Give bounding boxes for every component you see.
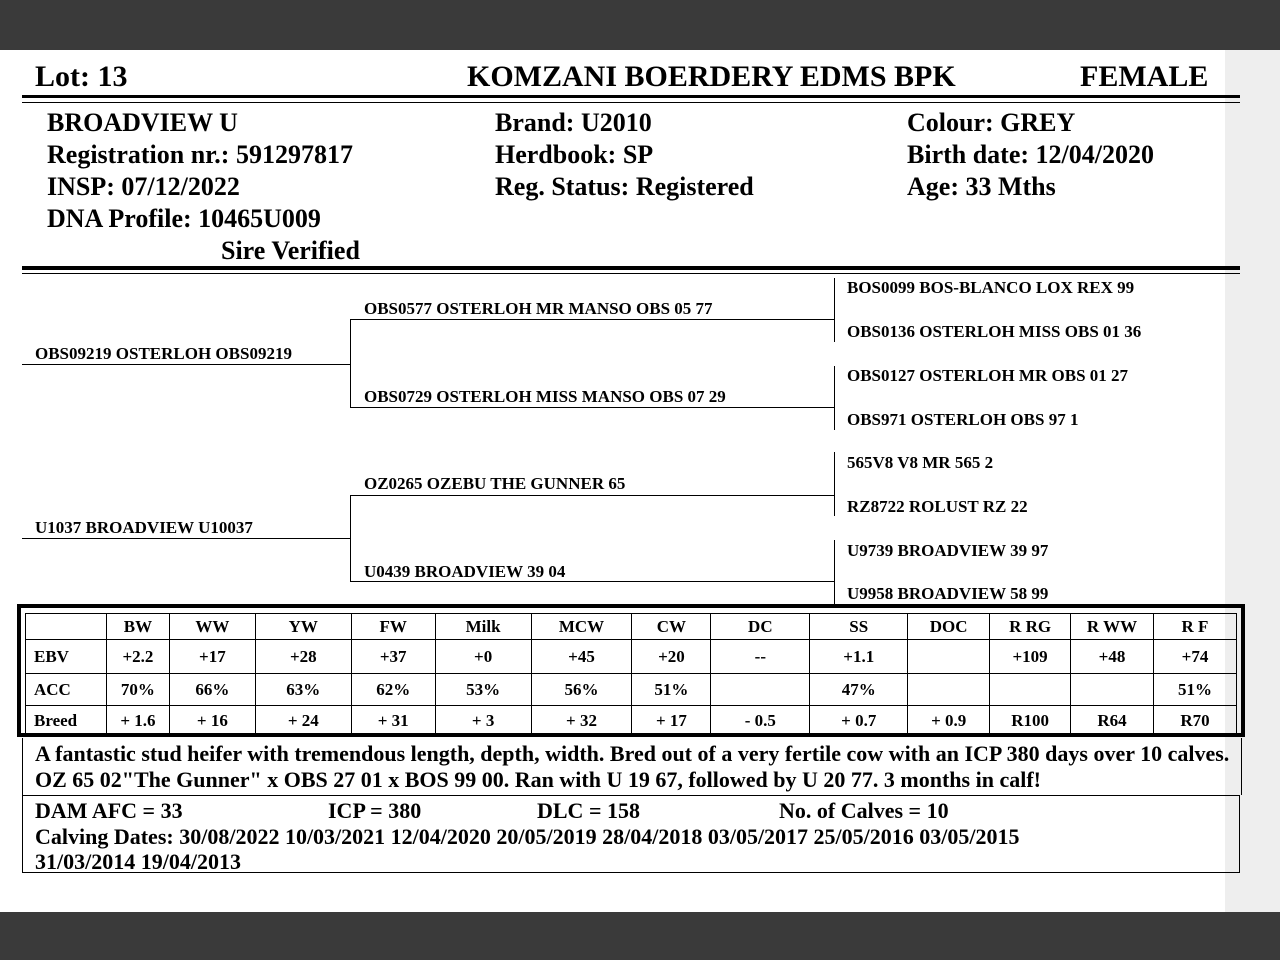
- ebv-header: CW: [632, 614, 711, 640]
- acc-cell: 70%: [106, 674, 169, 706]
- ebv-header: Milk: [435, 614, 531, 640]
- ebv-cell: [908, 640, 990, 674]
- ebv-cell: +48: [1071, 640, 1154, 674]
- viewer-top-bar: [0, 0, 1280, 50]
- breed-cell: + 17: [632, 706, 711, 736]
- catalogue-page: [0, 50, 1230, 912]
- pedigree-gen3-entry: 565V8 V8 MR 565 2: [847, 453, 994, 472]
- ped-bracket-gen3-4: [834, 540, 835, 604]
- registration-status: Reg. Status: Registered: [495, 172, 754, 201]
- header-rule-thin: [22, 102, 1240, 103]
- breed-row: [26, 706, 1237, 736]
- pedigree-gen3-entry: RZ8722 ROLUST RZ 22: [847, 497, 1028, 516]
- dam-dlc: DLC = 158: [537, 798, 640, 823]
- ped-bracket-gen3-2: [834, 366, 835, 430]
- comment-text: A fantastic stud heifer with tremendous length, depth, width. Bred out of a very fertile cow with an ICP 380 days over 10 calves. OZ 65 02"The Gunner" x OBS 27 01 x BOS 99 00. Ran with U 19 67, followed by U 20 77. 3 months in calf!: [35, 741, 1230, 792]
- calving-dates-line2: 31/03/2014 19/04/2013: [35, 849, 241, 874]
- pedigree-gen3-entry: U9958 BROADVIEW 58 99: [847, 584, 1049, 603]
- pedigree-gen3-entry: OBS0127 OSTERLOH MR OBS 01 27: [847, 366, 1129, 385]
- ebv-header: YW: [255, 614, 351, 640]
- ebv-cell: +28: [255, 640, 351, 674]
- viewer-bottom-bar: [0, 912, 1280, 960]
- pedigree-gen3-entry: U9739 BROADVIEW 39 97: [847, 541, 1049, 560]
- ebv-header: DC: [711, 614, 810, 640]
- acc-cell: 62%: [351, 674, 435, 706]
- ebv-table: [25, 613, 1237, 736]
- breed-cell: + 16: [169, 706, 255, 736]
- dam-info-box: [22, 795, 1240, 873]
- breed-cell: + 32: [531, 706, 632, 736]
- acc-row: [26, 674, 1237, 706]
- age: Age: 33 Mths: [907, 172, 1056, 201]
- ebv-header: R WW: [1071, 614, 1154, 640]
- breed-cell: + 0.9: [908, 706, 990, 736]
- ped-line-dam: [22, 538, 350, 539]
- dam-calves: No. of Calves = 10: [779, 798, 949, 823]
- dna-profile: DNA Profile: 10465U009: [47, 204, 321, 233]
- breed-cell: + 3: [435, 706, 531, 736]
- dam-icp: ICP = 380: [328, 798, 422, 823]
- animal-name: BROADVIEW U: [47, 108, 238, 137]
- acc-cell: 51%: [632, 674, 711, 706]
- ebv-header: WW: [169, 614, 255, 640]
- breed-cell: + 31: [351, 706, 435, 736]
- breed-cell: + 24: [255, 706, 351, 736]
- info-rule-thick: [22, 266, 1240, 270]
- ebv-row: [26, 640, 1237, 674]
- ped-line-sire-dam: [350, 407, 834, 408]
- inspection-date: INSP: 07/12/2022: [47, 172, 240, 201]
- acc-cell: 47%: [810, 674, 908, 706]
- acc-cell: 53%: [435, 674, 531, 706]
- pedigree-dam-sire: OZ0265 OZEBU THE GUNNER 65: [364, 474, 626, 493]
- pedigree-dam: U1037 BROADVIEW U10037: [35, 518, 253, 537]
- pedigree-sire-sire: OBS0577 OSTERLOH MR MANSO OBS 05 77: [364, 299, 713, 318]
- ebv-cell: +1.1: [810, 640, 908, 674]
- ped-line-sire: [22, 364, 350, 365]
- breed-cell: + 0.7: [810, 706, 908, 736]
- ebv-header-row: [26, 614, 1237, 640]
- acc-cell: 66%: [169, 674, 255, 706]
- acc-cell: 51%: [1153, 674, 1236, 706]
- ped-bracket-gen3-3: [834, 452, 835, 516]
- ped-line-sire-sire: [350, 319, 834, 320]
- ebv-header: BW: [106, 614, 169, 640]
- ebv-cell: +17: [169, 640, 255, 674]
- ebv-header: DOC: [908, 614, 990, 640]
- ebv-cell: +0: [435, 640, 531, 674]
- acc-cell: [711, 674, 810, 706]
- ped-line-dam-sire: [350, 495, 834, 496]
- breed-cell: R64: [1071, 706, 1154, 736]
- ebv-corner-cell: [26, 614, 107, 640]
- comment-box: [22, 738, 1242, 795]
- ped-bracket-dam: [350, 495, 351, 581]
- breed-cell: - 0.5: [711, 706, 810, 736]
- owner-name: KOMZANI BOERDERY EDMS BPK: [467, 60, 956, 93]
- breed-cell: + 1.6: [106, 706, 169, 736]
- pedigree-sire: OBS09219 OSTERLOH OBS09219: [35, 344, 292, 363]
- sire-verified: Sire Verified: [221, 236, 360, 265]
- ped-bracket-gen3-1: [834, 278, 835, 342]
- colour: Colour: GREY: [907, 108, 1076, 137]
- pedigree-sire-dam: OBS0729 OSTERLOH MISS MANSO OBS 07 29: [364, 387, 726, 406]
- pedigree-dam-dam: U0439 BROADVIEW 39 04: [364, 562, 566, 581]
- ebv-cell: +109: [990, 640, 1071, 674]
- ebv-cell: --: [711, 640, 810, 674]
- ebv-cell: +74: [1153, 640, 1236, 674]
- acc-cell: [1071, 674, 1154, 706]
- ebv-header: SS: [810, 614, 908, 640]
- pedigree-gen3-entry: BOS0099 BOS-BLANCO LOX REX 99: [847, 278, 1135, 297]
- acc-cell: [990, 674, 1071, 706]
- ebv-cell: +37: [351, 640, 435, 674]
- ebv-cell: +2.2: [106, 640, 169, 674]
- acc-row-label: ACC: [26, 674, 107, 706]
- animal-sex: FEMALE: [1080, 60, 1209, 93]
- ebv-header: FW: [351, 614, 435, 640]
- ped-bracket-sire: [350, 319, 351, 407]
- acc-cell: 56%: [531, 674, 632, 706]
- ebv-cell: +45: [531, 640, 632, 674]
- breed-cell: R100: [990, 706, 1071, 736]
- calving-dates-line1: Calving Dates: 30/08/2022 10/03/2021 12/04/2020 20/05/2019 28/04/2018 03/05/2017 25/05/2016 03/05/2015: [35, 824, 1020, 849]
- registration-number: Registration nr.: 591297817: [47, 140, 353, 169]
- ebv-header: R F: [1153, 614, 1236, 640]
- herdbook: Herdbook: SP: [495, 140, 654, 169]
- lot-number: Lot: 13: [35, 60, 128, 93]
- birth-date: Birth date: 12/04/2020: [907, 140, 1154, 169]
- ebv-cell: +20: [632, 640, 711, 674]
- brand: Brand: U2010: [495, 108, 652, 137]
- pedigree-gen3-entry: OBS971 OSTERLOH OBS 97 1: [847, 410, 1079, 429]
- header-rule-thick: [22, 95, 1240, 98]
- ebv-row-label: EBV: [26, 640, 107, 674]
- ebv-header: MCW: [531, 614, 632, 640]
- dam-afc: DAM AFC = 33: [35, 798, 183, 823]
- breed-cell: R70: [1153, 706, 1236, 736]
- breed-row-label: Breed: [26, 706, 107, 736]
- acc-cell: 63%: [255, 674, 351, 706]
- info-rule-thin: [22, 273, 1240, 274]
- acc-cell: [908, 674, 990, 706]
- pedigree-gen3-entry: OBS0136 OSTERLOH MISS OBS 01 36: [847, 322, 1142, 341]
- ebv-header: R RG: [990, 614, 1071, 640]
